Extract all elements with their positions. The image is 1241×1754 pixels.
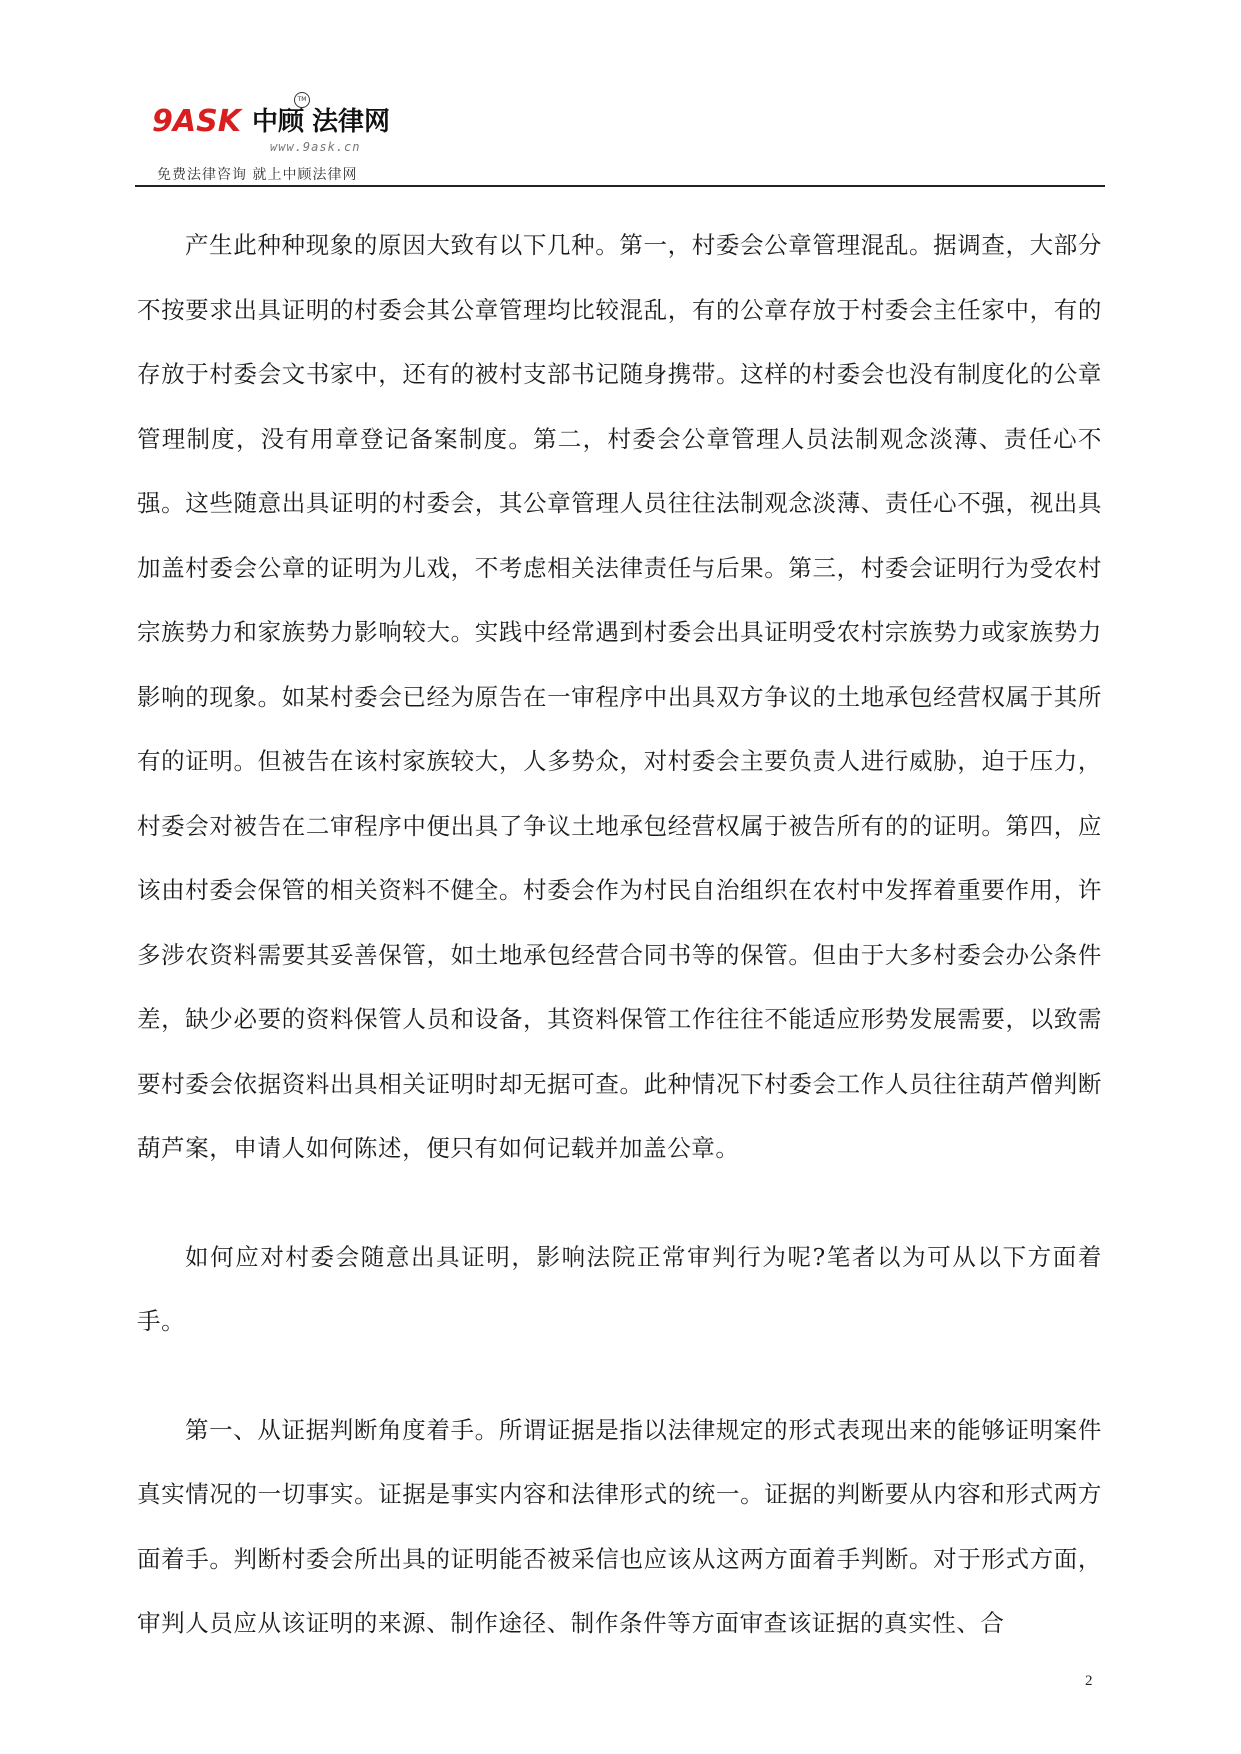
- logo-site-name: [252, 104, 390, 140]
- site-logo[interactable]: [152, 96, 412, 183]
- document-body: [137, 213, 1102, 1700]
- paragraph-evidence: 第一、从证据判断角度着手。所谓证据是指以法律规定的形式表现出来的能够证明案件真实情况的一切事实。证据是事实内容和法律形式的统一。证据的判断要从内容和形式两方面着手。判断村委会所出具的证明能否被采信也应该从这两方面着手判断。对于形式方面，审判人员应从该证明的来源、制作途径、制作条件等方面审查该证据的真实性、合: [137, 1415, 1102, 1637]
- logo-name-part2: 法律网: [312, 107, 391, 137]
- page-header: [135, 90, 1105, 187]
- logo-slogan: 免费法律咨询 就上中顾法律网: [157, 167, 358, 183]
- logo-url: www.9ask.cn: [270, 140, 361, 154]
- page-number: 2: [1085, 1673, 1093, 1689]
- logo-brand: 9ASK: [152, 104, 241, 139]
- logo-name-part1: 中顾: [252, 107, 305, 137]
- trademark-icon: TM: [294, 92, 310, 108]
- paragraph-causes: 产生此种种现象的原因大致有以下几种。第一，村委会公章管理混乱。据调查，大部分不按要求出具证明的村委会其公章管理均比较混乱，有的公章存放于村委会主任家中，有的存放于村委会文书家中，还有的被村支部书记随身携带。这样的村委会也没有制度化的公章管理制度，没有用章登记备案制度。第二，村委会公章管理人员法制观念淡薄、责任心不强。这些随意出具证明的村委会，其公章管理人员往往法制观念淡薄、责任心不强，视出具加盖村委会公章的证明为儿戏，不考虑相关法律责任与后果。第三，村委会证明行为受农村宗族势力和家族势力影响较大。实践中经常遇到村委会出具证明受农村宗族势力或家族势力影响的现象。如某村委会已经为原告在一审程序中出具双方争议的土地承包经营权属于其所有的证明。但被告在该村家族较大，人多势众，对村委会主要负责人进行威胁，迫于压力，村委会对被告在二审程序中便出具了争议土地承包经营权属于被告所有的的证明。第四，应该由村委会保管的相关资料不健全。村委会作为村民自治组织在农村中发挥着重要作用，许多涉农资料需要其妥善保管，如土地承包经营合同书等的保管。但由于大多村委会办公条件差，缺少必要的资料保管人员和设备，其资料保管工作往往不能适应形势发展需要，以致需要村委会依据资料出具相关证明时却无据可查。此种情况下村委会工作人员往往葫芦僧判断葫芦案，申请人如何陈述，便只有如何记载并加盖公章。: [137, 231, 1102, 1162]
- paragraph-question: 如何应对村委会随意出具证明，影响法院正常审判行为呢?笔者以为可从以下方面着手。: [137, 1242, 1102, 1335]
